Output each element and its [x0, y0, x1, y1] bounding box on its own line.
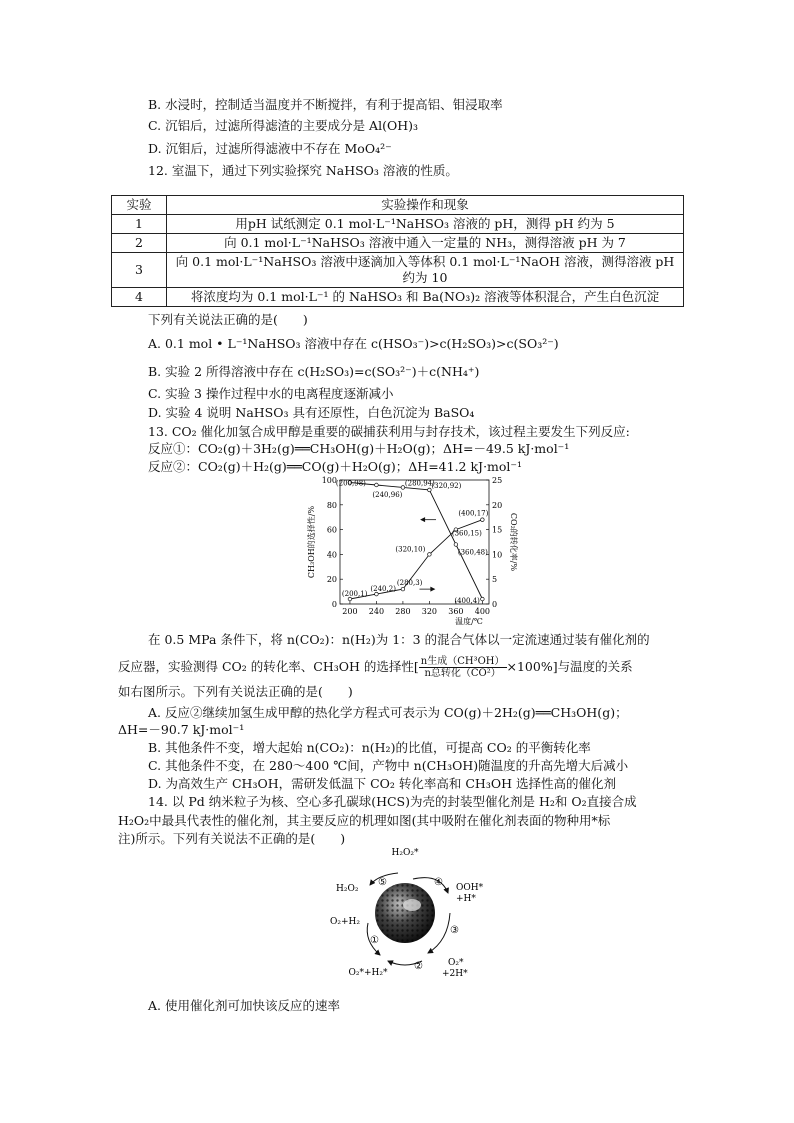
y-right-tick-label: 5	[492, 575, 498, 585]
table-cell-text: 向 0.1 mol·L⁻¹NaHSO₃ 溶液中逐滴加入等体积 0.1 mol·L⁻¹NaOH 溶液，测得溶液 pH 约为 10	[167, 253, 684, 288]
y-left-tick-label: 0	[331, 600, 337, 609]
q13-option-d: D. 为高效生产 CH₃OH，需研发低温下 CO₂ 转化率高和 CH₃OH 选择性高的催化剂	[148, 776, 616, 791]
x-tick-label: 280	[395, 607, 411, 616]
selectivity-arrowhead	[420, 517, 425, 522]
table-cell-no: 1	[112, 215, 167, 234]
data-point-label: (320,92)	[431, 481, 462, 490]
y-right-tick-label: 25	[492, 476, 503, 485]
table-cell-no: 3	[112, 253, 167, 288]
step-2-label: ②	[414, 961, 423, 972]
data-point-label: (200,1)	[341, 590, 368, 599]
x-tick-label: 320	[421, 607, 438, 616]
q13-para-line2-post: ×100%]与温度的关系	[506, 659, 633, 674]
data-point-label: (400,4)	[454, 597, 480, 606]
q13-para-line2	[118, 656, 633, 679]
q13-para-line3: 如右图所示。下列有关说法正确的是( )	[118, 684, 353, 699]
q13-para-line1: 在 0.5 MPa 条件下，将 n(CO₂)：n(H₂)为 1：3 的混合气体以一定流速通过装有催化剂的	[148, 632, 650, 647]
data-point-label: (240,2)	[370, 585, 396, 594]
table-row	[112, 253, 684, 288]
y-left-tick-label: 60	[326, 525, 337, 535]
q13-option-a-line2: ΔH=－90.7 kJ·mol⁻¹	[118, 722, 245, 737]
table-row	[112, 234, 684, 253]
fraction-denominator: n总转化（CO²）	[424, 668, 501, 679]
label-h-adsorbed: +H*	[456, 894, 476, 904]
selectivity-point	[454, 543, 458, 547]
label-h2o2-adsorbed: H₂O₂*	[391, 848, 419, 858]
label-ooh-adsorbed: OOH*	[456, 883, 484, 893]
q12-option-b: B. 实验 2 所得溶液中存在 c(H₂SO₃)=c(SO₃²⁻)＋c(NH₄⁺)	[148, 364, 480, 379]
x-tick-label: 400	[474, 607, 491, 616]
q14-stem-line2: H₂O₂中最具代表性的催化剂，其主要反应的机理如图(其中吸附在催化剂表面的物种用*标	[118, 813, 611, 828]
data-point-label: (200,98)	[335, 479, 366, 488]
selectivity-conversion-chart	[304, 474, 518, 626]
y-left-tick-label: 20	[326, 575, 337, 585]
q13-option-a-line1: A. 反应②继续加氢生成甲醇的热化学方程式可表示为 CO(g)＋2H₂(g)══CH₃OH(g)；	[148, 705, 628, 720]
table-cell-no: 2	[112, 234, 167, 253]
label-o2-h2-reactants: O₂+H₂	[330, 917, 360, 927]
conversion-point	[428, 553, 432, 557]
label-o2-adsorbed: O₂*	[448, 958, 464, 968]
data-point-label: (400,17)	[458, 509, 489, 518]
x-axis-label: 温度/℃	[455, 617, 483, 626]
table-header-row	[112, 196, 684, 215]
data-point-label: (320,10)	[395, 545, 426, 554]
pd-core-highlight	[403, 899, 421, 911]
y-left-tick-label: 40	[326, 550, 337, 560]
y-left-tick-label: 80	[326, 500, 337, 510]
q13-option-c: C. 其他条件不变，在 280～400 ℃间，产物中 n(CH₃OH)随温度的升高先增大后减小	[148, 758, 629, 773]
experiment-table	[111, 195, 684, 307]
selectivity-fraction	[419, 656, 507, 679]
table-cell-no: 4	[112, 288, 167, 307]
table-row	[112, 215, 684, 234]
y-right-tick-label: 15	[492, 525, 503, 535]
table-cell-text: 将浓度均为 0.1 mol·L⁻¹ 的 NaHSO₃ 和 Ba(NO₃)₂ 溶液等体积混合，产生白色沉淀	[167, 288, 684, 307]
q13-para-line2-pre: 反应器，实验测得 CO₂ 的转化率、CH₃OH 的选择性[	[118, 659, 419, 674]
q13-reaction-1: 反应①：CO₂(g)＋3H₂(g)══CH₃OH(g)＋H₂O(g)；ΔH=－49.5 kJ·mol⁻¹	[148, 441, 570, 456]
q12-stem: 12. 室温下，通过下列实验探究 NaHSO₃ 溶液的性质。	[148, 163, 458, 178]
q14-stem-line3: 注)所示。下列有关说法不正确的是( )	[118, 831, 346, 846]
q14-option-a: A. 使用催化剂可加快该反应的速率	[148, 998, 340, 1013]
q13-option-b: B. 其他条件不变，增大起始 n(CO₂)：n(H₂)的比值，可提高 CO₂ 的平衡转化率	[148, 740, 591, 755]
label-o2-h2-adsorbed: O₂*+H₂*	[348, 968, 388, 978]
q11-option-d: D. 沉钼后，过滤所得滤液中不存在 MoO₄²⁻	[148, 141, 392, 156]
conversion-arrowhead	[430, 587, 435, 592]
data-point-label: (360,15)	[451, 529, 482, 538]
step-4-label: ④	[434, 877, 443, 888]
step-3-label: ③	[450, 925, 459, 936]
x-tick-label: 200	[342, 607, 358, 616]
q14-stem-line1: 14. 以 Pd 纳米粒子为核、空心多孔碳球(HCS)为壳的封装型催化剂是 H₂和 O₂直接合成	[148, 794, 637, 809]
selectivity-point	[481, 597, 485, 601]
q13-stem: 13. CO₂ 催化加氢合成甲醇是重要的碳捕获利用与封存技术，该过程主要发生下列反应:	[148, 424, 630, 439]
table-row	[112, 288, 684, 307]
fraction-numerator: n生成（CH³OH）	[420, 656, 505, 667]
table-header-cell: 实验操作和现象	[167, 196, 684, 215]
x-tick-label: 240	[368, 607, 385, 616]
reaction-mechanism-diagram	[330, 843, 484, 983]
step-1-label: ①	[370, 935, 379, 946]
label-h2o2-product: H₂O₂	[336, 884, 359, 894]
conversion-point	[481, 518, 485, 522]
table-header-cell: 实验	[112, 196, 167, 215]
q11-option-c: C. 沉铝后，过滤所得滤渣的主要成分是 Al(OH)₃	[148, 118, 418, 133]
y-right-tick-label: 10	[492, 550, 503, 560]
table-cell-text: 用pH 试纸测定 0.1 mol·L⁻¹NaHSO₃ 溶液的 pH，测得 pH 约为 5	[167, 215, 684, 234]
q11-option-b: B. 水浸时，控制适当温度并不断搅拌，有利于提高铝、钼浸取率	[148, 97, 503, 112]
q13-reaction-2: 反应②：CO₂(g)＋H₂(g)══CO(g)＋H₂O(g)；ΔH=41.2 kJ·mol⁻¹	[148, 459, 523, 474]
porous-shell-texture	[375, 883, 435, 943]
data-point-label: (280,94)	[404, 479, 435, 488]
q12-option-c: C. 实验 3 操作过程中水的电离程度逐渐减小	[148, 386, 394, 401]
y-left-axis-label: CH₃OH的选择性/%	[307, 505, 316, 579]
selectivity-point	[375, 483, 379, 487]
data-point-label: (360,48)	[457, 548, 488, 557]
label-2h-adsorbed: +2H*	[442, 969, 468, 979]
q12-ask: 下列有关说法正确的是( )	[148, 312, 308, 327]
y-left-tick-label: 100	[321, 476, 337, 485]
data-point-label: (280,3)	[396, 579, 423, 588]
x-tick-label: 360	[448, 607, 464, 616]
step-5-label: ⑤	[378, 877, 387, 888]
table-cell-text: 向 0.1 mol·L⁻¹NaHSO₃ 溶液中通入一定量的 NH₃，测得溶液 pH 为 7	[167, 234, 684, 253]
y-right-axis-label: CO₂的转化率/%	[509, 512, 518, 572]
q12-option-d: D. 实验 4 说明 NaHSO₃ 具有还原性，白色沉淀为 BaSO₄	[148, 405, 475, 420]
data-point-label: (240,96)	[372, 490, 403, 499]
q12-option-a: A. 0.1 mol • L⁻¹NaHSO₃ 溶液中存在 c(HSO₃⁻)>c(H₂SO₃)>c(SO₃²⁻)	[148, 336, 559, 351]
conversion-point	[401, 587, 405, 591]
y-right-tick-label: 0	[492, 600, 498, 609]
y-right-tick-label: 20	[492, 500, 503, 510]
